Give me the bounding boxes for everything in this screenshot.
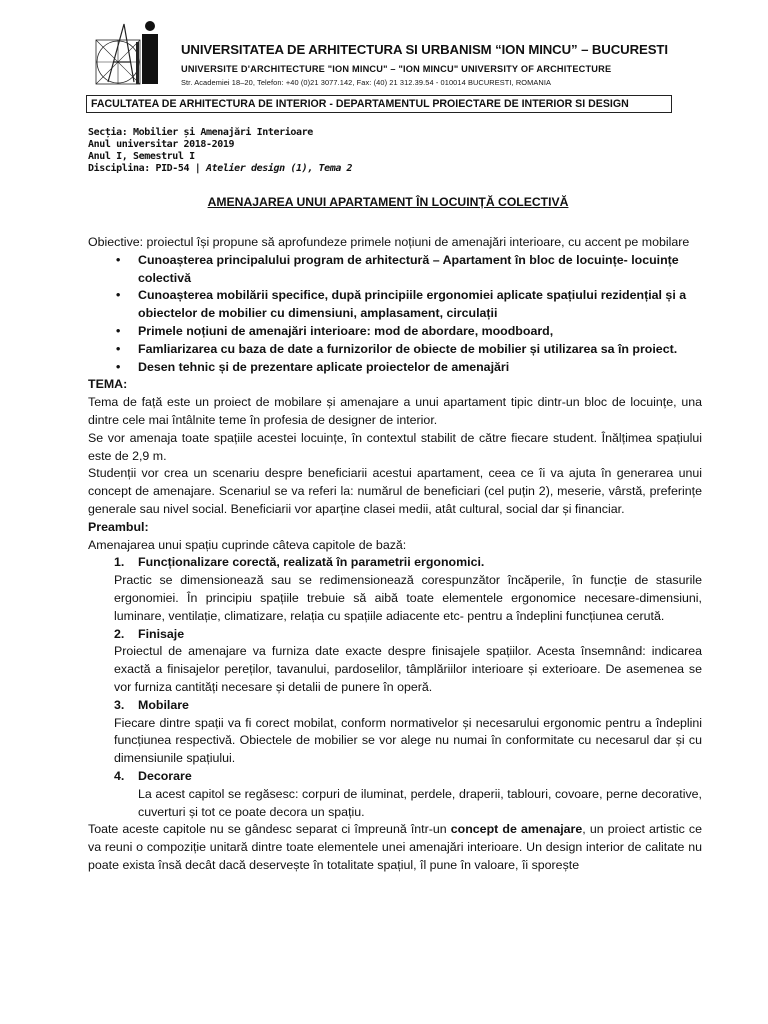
item-body: Practic se dimensionează sau se redimensionează corespunzător încăperile, în funcție de stasurile ergonomiei. În principiu spațiile trebuie să aibă toate elementele ergonomice necesare-dimensiuni, luminare, ventilație, climatizare, relația cu spațiile adiacente etc- pentru a îndeplini funcțiunea cerută. bbox=[114, 573, 702, 623]
preambul-list bbox=[88, 554, 702, 821]
item-label: Decorare bbox=[138, 768, 192, 783]
meta-section: Secția: Mobilier și Amenajări Interioare bbox=[88, 127, 313, 138]
item-label: Mobilare bbox=[138, 697, 189, 712]
item-number: 2. bbox=[114, 626, 125, 641]
item-body: La acest capitol se regăsesc: corpuri de iluminat, perdele, draperii, tablouri, covoare, perne decorative, cuverturi și tot ce poate decora un spațiu. bbox=[138, 786, 702, 819]
item-number: 1. bbox=[114, 555, 125, 570]
meta-semester: Anul I, Semestrul I bbox=[88, 151, 195, 162]
list-item: • Cunoașterea principalului program de arhitectură – Apartament în bloc de locuințe- locuințe colectivă bbox=[88, 252, 702, 288]
list-item bbox=[88, 768, 702, 821]
page-title: AMENAJAREA UNUI APARTAMENT ÎN LOCUINȚĂ COLECTIVĂ bbox=[207, 195, 569, 209]
list-item: • Desen tehnic și de prezentare aplicate proiectelor de amenajări bbox=[88, 359, 702, 377]
document-body bbox=[88, 234, 702, 875]
list-item: • Cunoașterea mobilării specifice, după principiile ergonomiei aplicate spațiului rezidențial și a obiectelor de mobilier cu dimensiuni, amplasament, circulații bbox=[88, 287, 702, 323]
list-item bbox=[88, 554, 702, 625]
item-number: 4. bbox=[114, 768, 125, 783]
closing-text-end: , un proiect artistic ce va reuni o compoziție unitară dintre toate elementele unei amenajări interioare. Un design interior de calitate nu poate exista însă decât dacă deservește în totalitate spațiul, îl pune în valoare, îi sporește bbox=[88, 822, 702, 872]
tema-heading: TEMA: bbox=[88, 377, 128, 392]
item-body: Proiectul de amenajare va furniza date exacte despre finisajele spațiilor. Acesta însemnând: indicarea exactă a finisajelor pereților, tavanului, pardoselilor, tâmplăriilor interioare și exterioare. De asemenea se vor furniza cantități necesare și detalii de punere în operă. bbox=[114, 644, 702, 694]
list-item: • Famliarizarea cu baza de date a furnizorilor de obiecte de mobilier și utilizarea sa în proiect. bbox=[88, 341, 702, 359]
list-item bbox=[88, 697, 702, 768]
university-address: Str. Academiei 18–20, Telefon: +40 (0)21 3077.142, Fax: (40) 21 312.39.54 - 010014 BUCURESTI, ROMANIA bbox=[181, 78, 552, 87]
item-number: 3. bbox=[114, 697, 125, 712]
closing-text-start: Toate aceste capitole nu se gândesc separat ci împreună într-un bbox=[88, 822, 451, 837]
tema-paragraph: Tema de față este un proiect de mobilare și amenajare a unui apartament tipic dintr-un bloc de locuințe, una dintre cele mai întâlnite teme în profesia de designer de interior. bbox=[88, 395, 702, 427]
meta-year: Anul universitar 2018-2019 bbox=[88, 139, 235, 150]
university-subtitle: UNIVERSITE D'ARCHITECTURE "ION MINCU" – "ION MINCU" UNIVERSITY OF ARCHITECTURE bbox=[181, 64, 612, 74]
list-item bbox=[88, 626, 702, 697]
item-label: Finisaje bbox=[138, 626, 185, 641]
university-name: UNIVERSITATEA DE ARHITECTURA SI URBANISM “ION MINCU” – BUCURESTI bbox=[181, 42, 668, 57]
objectives-list bbox=[88, 252, 702, 377]
tema-paragraph: Se vor amenaja toate spațiile acestei locuințe, în contextul stabilit de către fiecare student. Înălțimea spațiului este de 2,9 m. bbox=[88, 430, 702, 463]
university-logo-icon bbox=[94, 20, 174, 88]
item-body: Fiecare dintre spații va fi corect mobilat, conform normativelor și necesarului ergonomic pentru a îndeplini funcțiunea respectivă. Obiectele de mobilier se vor alege nu numai în conformitate cu necesarul dar și cu dimensiunile spațiului. bbox=[114, 715, 702, 766]
tema-paragraph: Studenții vor crea un scenariu despre beneficiarii acestui apartament, ceea ce îi va ajuta în generarea unui concept de amenajare. Scenariul se va referi la: numărul de beneficiari (cel puțin 2), meserie, vârstă, preferințe generale sau nivel social. Beneficiarii vor aparține clasei medii, atât cultural, social dar și financiar. bbox=[88, 466, 702, 516]
objectives-intro: Obiective: proiectul își propune să aprofundeze primele noțiuni de amenajări interioare, cu accent pe mobilare bbox=[88, 235, 690, 249]
item-label: Funcționalizare corectă, realizată în parametrii ergonomici. bbox=[138, 555, 485, 570]
meta-discipline bbox=[88, 163, 688, 175]
closing-paragraph bbox=[88, 821, 702, 874]
course-meta bbox=[88, 127, 688, 175]
closing-text-bold: concept de amenajare bbox=[450, 822, 583, 837]
meta-discipline-code: Disciplina: PID-54 | bbox=[88, 163, 201, 174]
meta-discipline-name: Atelier design (1), Tema 2 bbox=[206, 163, 353, 174]
list-item: • Primele noțiuni de amenajări interioare: mod de abordare, moodboard, bbox=[88, 323, 702, 341]
faculty-banner: FACULTATEA DE ARHITECTURA DE INTERIOR - DEPARTAMENTUL PROIECTARE DE INTERIOR SI DESIGN bbox=[86, 95, 672, 113]
preambul-intro: Amenajarea unui spațiu cuprinde câteva capitole de bază: bbox=[88, 537, 407, 552]
preambul-heading: Preambul: bbox=[88, 519, 149, 534]
